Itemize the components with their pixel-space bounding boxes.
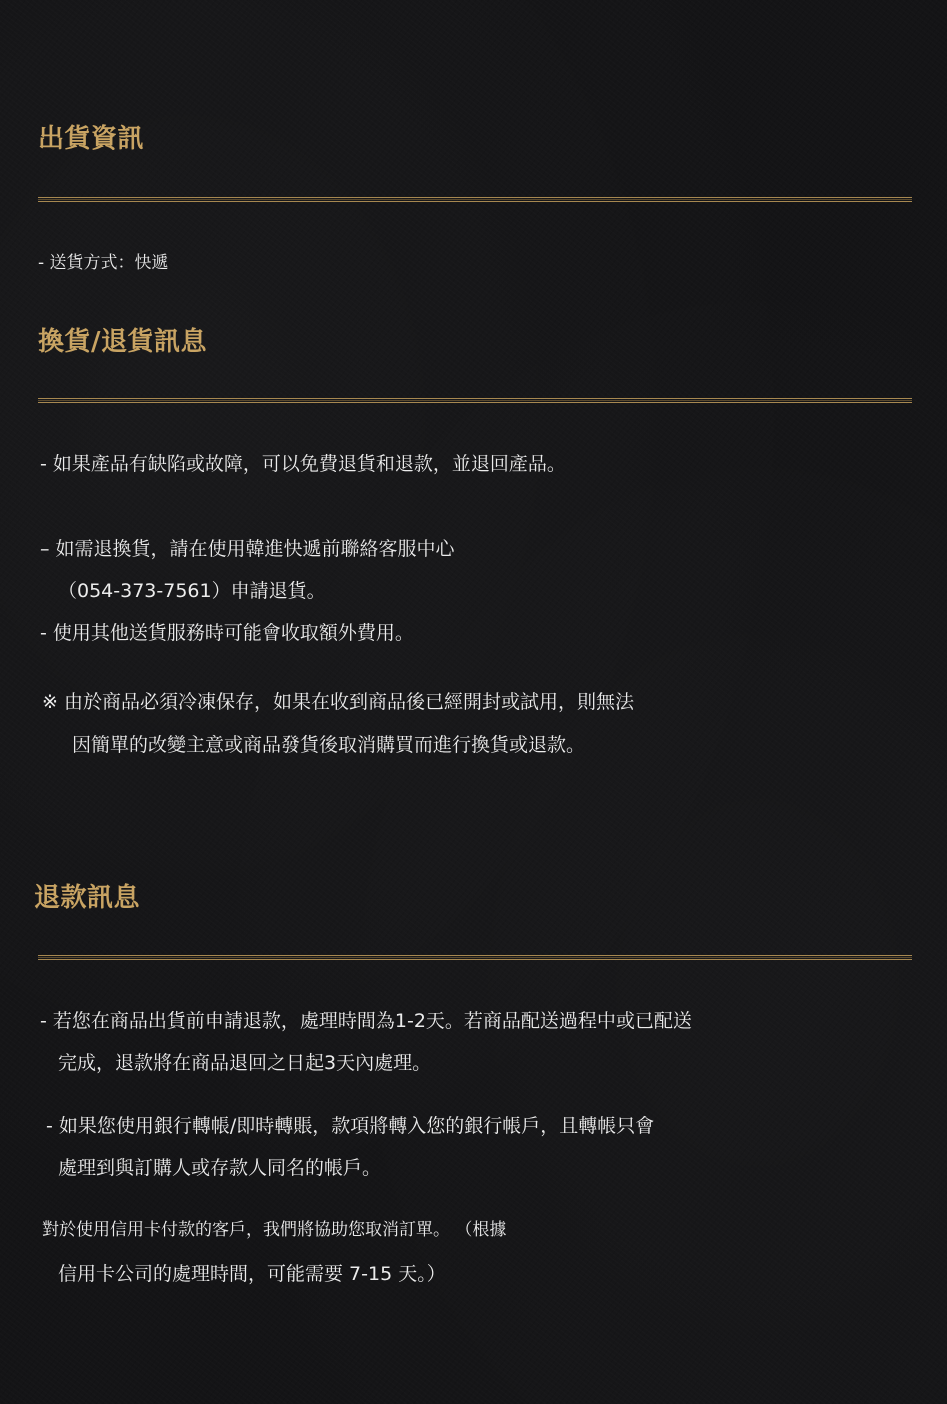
exchange-item-contact-line1: – 如需退換貨，請在使用韓進快遞前聯絡客服中心 — [40, 538, 455, 560]
exchange-note-line1: ※ 由於商品必須冷凍保存，如果在收到商品後已經開封或試用，則無法 — [42, 691, 634, 713]
refund-item-timing-line1: - 若您在商品出貨前申請退款，處理時間為1-2天。若商品配送過程中或已配送 — [40, 1010, 692, 1032]
refund-divider — [38, 955, 912, 960]
exchange-note-line2: 因簡單的改變主意或商品發貨後取消購買而進行換貨或退款。 — [72, 734, 586, 756]
exchange-divider — [38, 398, 912, 403]
refund-item-card-line2: 信用卡公司的處理時間，可能需要 7-15 天。） — [58, 1263, 446, 1285]
exchange-item-contact-line2: （054-373-7561）申請退貨。 — [58, 580, 326, 602]
exchange-item-extra-fee: - 使用其他送貨服務時可能會收取額外費用。 — [40, 622, 414, 644]
refund-item-bank-line1: - 如果您使用銀行轉帳/即時轉賬，款項將轉入您的銀行帳戶，且轉帳只會 — [46, 1115, 655, 1137]
shipping-divider — [38, 197, 912, 202]
refund-heading: 退款訊息 — [34, 883, 141, 913]
refund-item-bank-line2: 處理到與訂購人或存款人同名的帳戶。 — [58, 1157, 382, 1179]
refund-item-card-line1: 對於使用信用卡付款的客戶，我們將協助您取消訂單。 （根據 — [42, 1220, 507, 1240]
refund-item-timing-line2: 完成，退款將在商品退回之日起3天內處理。 — [58, 1052, 432, 1074]
exchange-heading: 換貨/退貨訊息 — [38, 327, 207, 357]
shipping-heading: 出貨資訊 — [38, 124, 145, 154]
exchange-item-defect: - 如果產品有缺陷或故障，可以免費退貨和退款，並退回產品。 — [40, 453, 566, 475]
shipping-method-text: - 送貨方式：快遞 — [38, 253, 169, 273]
